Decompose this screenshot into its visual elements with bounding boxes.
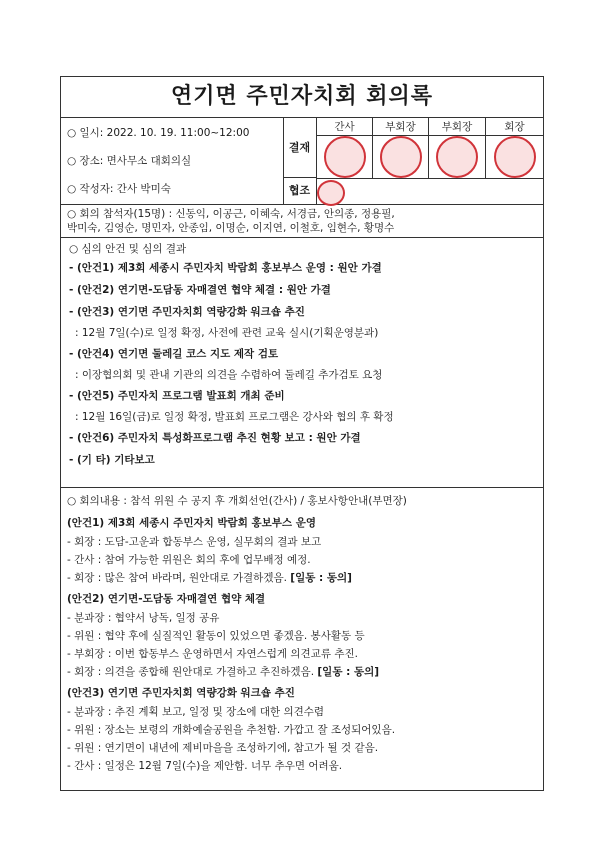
seal-stamp-icon	[324, 136, 366, 178]
document-title: 연기면 주민자치회 회의록	[61, 77, 543, 118]
minutes-line: - 위원 : 협약 후에 실질적인 활동이 있었으면 좋겠음. 봉사활동 등	[67, 630, 365, 642]
seal-stamp-icon	[380, 136, 422, 178]
seal-stamp-icon	[317, 180, 345, 206]
consensus-note: [일동 : 동의]	[317, 666, 380, 678]
attendees-section	[61, 205, 543, 238]
cooperation-label: 협조	[283, 178, 317, 204]
minutes-line: - 분과장 : 추진 계획 보고, 일정 및 장소에 대한 의견수렴	[67, 706, 325, 718]
seal-cell-secretary	[317, 136, 373, 178]
seal-cell-chair	[486, 136, 543, 178]
agenda-item-4: - (안건4) 연기면 둘레길 코스 지도 제작 검토	[69, 348, 279, 360]
agenda-heading: ○ 심의 안건 및 심의 결과	[69, 243, 187, 255]
minutes-intro: ○ 회의내용 : 참석 위원 수 공지 후 개회선언(간사) / 홍보사항안내(부면장)	[67, 495, 407, 507]
meeting-meta	[61, 118, 284, 204]
approver-header-vice-chair-2: 부회장	[429, 118, 486, 136]
attendees-line-1: ○ 회의 참석자(15명) : 신동익, 이공근, 이혜숙, 서경금, 안의종, 정용필,	[67, 208, 395, 220]
minutes-heading-1: (안건1) 제3회 세종시 주민자치 박람회 홍보부스 운영	[67, 517, 317, 529]
minutes-line: - 간사 : 일정은 12월 7일(수)을 제안함. 너무 추우면 어려움.	[67, 760, 343, 772]
agenda-item-1: - (안건1) 제3회 세종시 주민자치 박람회 홍보부스 운영 : 원안 가결	[69, 262, 382, 274]
info-section	[61, 118, 543, 205]
agenda-item-2: - (안건2) 연기면-도담동 자매결연 협약 체결 : 원안 가결	[69, 284, 331, 296]
minutes-line-text: - 회장 : 의견을 종합해 원안대로 가결하고 추진하겠음.	[67, 666, 318, 678]
minutes-line	[67, 663, 537, 681]
consensus-note: [일동 : 동의]	[290, 572, 352, 584]
agenda-item-other: - (기 타) 기타보고	[69, 454, 155, 466]
minutes-section	[61, 488, 543, 778]
agenda-item-4-detail: : 이장협의회 및 관내 기관의 의견을 수렴하여 둘레길 추가검토 요청	[75, 369, 383, 381]
approver-header-chair: 회장	[486, 118, 543, 136]
minutes-line: - 부회장 : 이번 합동부스 운영하면서 자연스럽게 의견교류 추진.	[67, 648, 358, 660]
seal-stamp-icon	[494, 136, 536, 178]
minutes-line: - 회장 : 도담-고운과 합동부스 운영, 실무회의 결과 보고	[67, 536, 322, 548]
cooperation-cell	[317, 178, 543, 205]
minutes-line: - 위원 : 연기면이 내년에 제비마을을 조성하기에, 참고가 될 것 같음.	[67, 742, 379, 754]
seal-cell-vice-chair-2	[429, 136, 486, 178]
minutes-line: - 위원 : 장소는 보령의 개화예술공원을 추천함. 가깝고 잘 조성되어있음.	[67, 724, 396, 736]
minutes-line	[67, 569, 537, 587]
agenda-item-3: - (안건3) 연기면 주민자치회 역량강화 워크숍 추진	[69, 306, 305, 318]
minutes-line: - 분과장 : 협약서 낭독, 일정 공유	[67, 612, 220, 624]
minutes-heading-3: (안건3) 연기면 주민자치회 역량강화 워크숍 추진	[67, 687, 295, 699]
meeting-writer: ○ 작성자: 간사 박미숙	[67, 183, 171, 195]
minutes-heading-2: (안건2) 연기면-도담동 자매결연 협약 체결	[67, 593, 266, 605]
approver-header-vice-chair-1: 부회장	[373, 118, 429, 136]
seal-cell-vice-chair-1	[373, 136, 429, 178]
minutes-line: - 간사 : 참여 가능한 위원은 회의 후에 업무배정 예정.	[67, 554, 311, 566]
agenda-item-3-detail: : 12월 7일(수)로 일정 확정, 사전에 관련 교육 실시(기획운영분과)	[75, 327, 379, 339]
minutes-document	[60, 76, 544, 791]
agenda-item-5: - (안건5) 주민자치 프로그램 발표회 개최 준비	[69, 390, 285, 402]
seal-stamp-icon	[436, 136, 478, 178]
approval-label: 결재	[283, 118, 317, 178]
meeting-place: ○ 장소: 면사무소 대회의실	[67, 155, 192, 167]
minutes-line-text: - 회장 : 많은 참여 바라며, 원안대로 가결하겠음.	[67, 572, 291, 584]
agenda-item-5-detail: : 12월 16일(금)로 일정 확정, 발표회 프로그램은 강사와 협의 후 확정	[75, 411, 394, 423]
attendees-line-2: 박미숙, 김영순, 명민자, 안종임, 이명순, 이지연, 이철호, 임현수, 황명수	[67, 222, 395, 234]
agenda-item-6: - (안건6) 주민자치 특성화프로그램 추진 현황 보고 : 원안 가결	[69, 432, 361, 444]
approver-header-secretary: 간사	[317, 118, 373, 136]
approval-table	[283, 118, 543, 204]
meeting-date: ○ 일시: 2022. 10. 19. 11:00~12:00	[67, 127, 250, 139]
agenda-results-section	[61, 238, 543, 488]
